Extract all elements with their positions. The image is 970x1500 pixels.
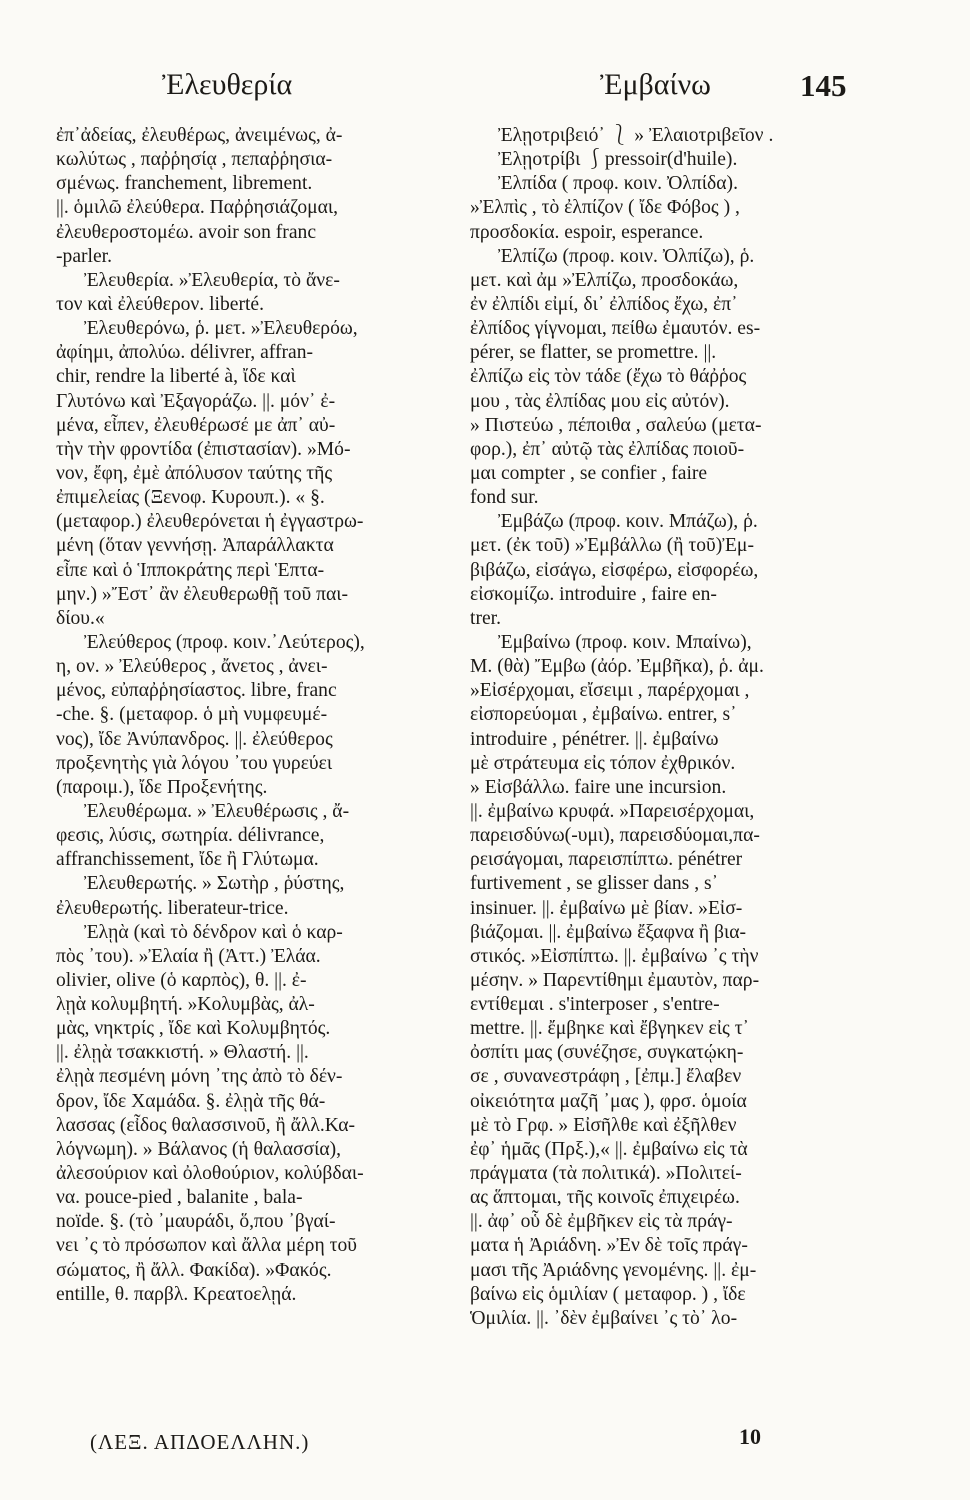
- text-line: ας ἅπτομαι, τῆς κοινοῖς ἐπιχειρέω.: [470, 1187, 740, 1209]
- text-line: μου , τὰς ἐλπίδας μου εἰς αὐτόν).: [470, 390, 730, 412]
- text-line: μὰς, νηκτρίς , ἴδε καὶ Κολυμβητός.: [56, 1018, 331, 1040]
- text-line: η, ον. » Ἐλεύθερος , ἄνετος , ἀνει-: [56, 656, 328, 678]
- text-line: μέσην. » Παρεντίθημι ἐμαυτὸν, παρ-: [470, 969, 760, 991]
- text-line: λῃὰ κολυμβητή. »Κολυμβὰς, ἀλ-: [56, 994, 315, 1016]
- left-column: [56, 124, 441, 1307]
- text-line: λόγνωμη). » Βάλανος (ἡ θαλασσία),: [56, 1138, 342, 1160]
- text-line: βιάζομαι. ||. ἐμβαίνω ἔξαφνα ἢ βια-: [470, 921, 747, 943]
- text-line: affranchissement, ἴδε ἢ Γλύτωμα.: [56, 849, 319, 871]
- text-line: Ἐλπίζω (προφ. κοιν. Ὀλπίζω), ῥ.: [498, 245, 755, 267]
- text-line: ἐπιμελείας (Ξενοφ. Κυρουπ.). « §.: [56, 487, 325, 509]
- text-line: παρεισδύνω(-υμι), παρεισδύομαι,πα-: [470, 825, 760, 847]
- text-line: μένη (ὅταν γεννήσῃ. Ἀπαράλλακτα: [56, 535, 334, 557]
- text-line: μετ. (ἐκ τοῦ) »Ἐμβάλλω (ἢ τοῦ)Ἐμ-: [470, 535, 754, 557]
- text-line: κωλύτως , παῤῥησίᾳ , πεπαῤῥησια-: [56, 149, 333, 171]
- text-line: Μ. (θὰ) Ἔμβω (ἀόρ. Ἐμβῆκα), ῥ. ἀμ.: [470, 656, 764, 678]
- text-line: τὴν τὴν φροντίδα (ἐπιστασίαν). »Μό-: [56, 438, 351, 460]
- text-line: μην.) »Ἔστ᾽ ἂν ἐλευθερωθῇ τοῦ παι-: [56, 583, 349, 605]
- text-line: (μεταφορ.) ἐλευθερόνεται ἡ ἐγγαστρω-: [56, 511, 364, 533]
- text-line: Γλυτόνω καὶ Ἐξαγοράζω. ||. μόν᾽ ἐ-: [56, 390, 336, 412]
- text-line: ||. ἀφ᾽ οὗ δὲ ἐμβῆκεν εἰς τὰ πράγ-: [470, 1211, 733, 1233]
- text-line: ἐπ᾽ἀδείας, ἐλευθέρως, ἀνειμένως, ἀ-: [56, 125, 343, 146]
- text-line: ἐφ᾽ ἡμᾶς (Πρξ.),« ||. ἐμβαίνω εἰς τὰ: [470, 1138, 748, 1160]
- text-line: σμένως. franchement, librement.: [56, 173, 313, 195]
- text-line: (παροιμ.), ἴδε Προξενήτης.: [56, 776, 268, 798]
- text-line: »Εἰσέρχομαι, εἴσειμι , παρέρχομαι ,: [470, 680, 750, 702]
- text-line: βιβάζω, εἰσάγω, εἰσφέρω, εἰσφορέω,: [470, 559, 759, 581]
- text-line: λασσας (εἶδος θαλασσινοῦ, ἢ ἄλλ.Κα-: [56, 1114, 356, 1136]
- text-line: furtivement , se glisser dans , s᾽: [470, 873, 719, 895]
- text-line: pérer, se flatter, se promettre. ||.: [470, 342, 717, 364]
- running-head: [0, 68, 970, 112]
- text-line: φορ.), ἐπ᾽ αὐτῷ τὰς ἐλπίδας ποιοῦ-: [470, 438, 745, 460]
- text-line: ||. ἐμβαίνω κρυφά. »Παρεισέρχομαι,: [470, 800, 755, 822]
- text-line: μασι τῆς Ἀριάδνης γενομένης. ||. ἐμ-: [470, 1259, 757, 1281]
- text-line: »Ἐλπὶς , τὸ ἐλπίζον ( ἴδε Φόβος ) ,: [470, 197, 740, 219]
- text-line: Ἐμβαίνω (προφ. κοιν. Μπαίνω),: [498, 631, 752, 653]
- text-line: ἐν ἐλπίδι εἰμί, δι᾽ ἐλπίδος ἔχω, ἐπ᾽: [470, 293, 738, 315]
- text-line: Ἐμβάζω (προφ. κοιν. Μπάζω), ῥ.: [498, 511, 758, 533]
- text-line: μαι compter , se confier , faire: [470, 462, 708, 484]
- header-right-word: Ἐμβαίνω: [600, 68, 711, 101]
- text-line: ἐλευθερωτής. liberateur-trice.: [56, 897, 289, 919]
- text-line: μετ. καὶ ἀμ »Ἐλπίζω, προσδοκάω,: [470, 269, 739, 291]
- text-line: προξενητὴς γιὰ λόγου ᾽του γυρεύει: [56, 752, 333, 774]
- text-line: Ἐλευθερόνω, ῥ. μετ. »Ἐλευθερόω,: [84, 318, 358, 340]
- text-line: Ἐλευθέρωμα. » Ἐλευθέρωσις , ἄ-: [84, 800, 350, 822]
- text-line: introduire , pénétrer. ||. ἐμβαίνω: [470, 728, 719, 750]
- text-line: οἰκειότητα μαζῆ ᾽μας ), φρσ. ὁμοία: [470, 1090, 747, 1112]
- text-line: ρεισάγομαι, παρεισπίπτω. pénétrer: [470, 849, 743, 871]
- text-line: ἐλευθεροστομέω. avoir son franc: [56, 221, 317, 243]
- text-line: μένος, εὐπαῤῥησίαστος. libre, franc: [56, 680, 337, 702]
- text-line: προσδοκία. espoir, esperance.: [470, 221, 704, 243]
- text-line: -che. §. (μεταφορ. ὁ μὴ νυμφευμέ-: [56, 704, 328, 726]
- text-line: μένα, εἶπεν, ἐλευθέρωσέ με ἀπ᾽ αὐ-: [56, 414, 336, 436]
- text-line: Ἐλευθερωτής. » Σωτὴρ , ῥύστης,: [84, 873, 345, 895]
- text-line: Ἐλῃὰ (καὶ τὸ δένδρον καὶ ὁ καρ-: [84, 921, 343, 943]
- text-line: να. pouce-pied , balanite , bala-: [56, 1187, 303, 1209]
- text-line: εἰσπορεύομαι , ἐμβαίνω. entrer, s᾽: [470, 704, 737, 726]
- text-line: ἀλεσούριον καὶ ὀλοθούριον, κολύβδαι-: [56, 1163, 364, 1185]
- text-line: βαίνω εἰς ὁμιλίαν ( μεταφορ. ) , ἴδε: [470, 1283, 746, 1305]
- text-line: Ἐλῃοτρίβι ⎰pressoir(d'huile).: [498, 149, 738, 171]
- text-line: εἰσκομίζω. introduire , faire en-: [470, 583, 717, 605]
- signature-mark: (ΛΕΞ. ΑΠΔΟΕΛΛΗΝ.): [90, 1430, 310, 1454]
- text-line: Ἐλπίδα ( προφ. κοιν. Ὀλπίδα).: [498, 173, 738, 195]
- text-line: entille, θ. παρβλ. Κρεατοελῃά.: [56, 1283, 297, 1305]
- text-line: » Πιστεύω , πέποιθα , σαλεύω (μετα-: [470, 414, 762, 436]
- text-line: insinuer. ||. ἐμβαίνω μὲ βίαν. »Εἰσ-: [470, 897, 743, 919]
- text-line: ἐλπίδος γίγνομαι, πείθω ἐμαυτόν. es-: [470, 318, 761, 340]
- text-line: ||. ἐλῃὰ τσακκιστή. » Θλαστή. ||.: [56, 1042, 309, 1064]
- text-line: πὸς ᾽του). »Ἐλαία ἢ (Ἀττ.) Ἐλάα.: [56, 945, 321, 967]
- page-number: 145: [800, 68, 847, 103]
- text-line: σε , συνανεστράφη , [ἐπμ.] ἔλαβεν: [470, 1066, 742, 1088]
- text-line: στικός. »Εἰσπίπτω. ||. ἐμβαίνω ᾽ς τὴν: [470, 945, 759, 967]
- text-line: νος), ἴδε Ἀνύπανδρος. ||. ἐλεύθερος: [56, 728, 333, 750]
- text-line: Ἐλεύθερος (προφ. κοιν.᾽Λεύτερος),: [84, 631, 365, 653]
- text-line: εἶπε καὶ ὁ Ἱπποκράτης περὶ Ἑπτα-: [56, 559, 325, 581]
- text-line: ἀφίημι, ἀπολύω. délivrer, affran-: [56, 342, 314, 364]
- text-line: ἐλπίζω εἰς τὸν τάδε (ἔχω τὸ θάῤῥος: [470, 366, 747, 388]
- text-line: δίου.«: [56, 607, 105, 629]
- signature-number: 10: [739, 1424, 761, 1449]
- text-line: ὀσπίτι μας (συνέζησε, συγκατῴκη-: [470, 1042, 744, 1064]
- text-line: εντίθεμαι . s'interposer , s'entre-: [470, 994, 720, 1016]
- text-line: νον, ἔφη, ἐμὲ ἀπόλυσον ταύτης τῆς: [56, 462, 333, 484]
- text-line: » Εἰσβάλλω. faire une incursion.: [470, 776, 727, 798]
- text-line: νει ᾽ς τὸ πρόσωπον καὶ ἄλλα μέρη τοῦ: [56, 1235, 357, 1257]
- text-line: σώματος, ἢ ἄλλ. Φακίδα). »Φακός.: [56, 1259, 332, 1281]
- text-line: -parler.: [56, 245, 113, 267]
- text-line: chir, rendre la liberté à, ἴδε καὶ: [56, 366, 296, 388]
- text-line: trer.: [470, 607, 502, 629]
- text-line: δρον, ἴδε Χαμάδα. §. ἐλῃὰ τῆς θά-: [56, 1090, 326, 1112]
- text-line: μὲ στράτευμα εἰς τόπον ἐχθρικόν.: [470, 752, 736, 774]
- text-line: fond sur.: [470, 487, 539, 509]
- text-line: ||. ὁμιλῶ ἐλεύθερα. Παῤῥησιάζομαι,: [56, 197, 339, 219]
- right-column: [470, 124, 866, 1331]
- text-line: Ὁμιλία. ||. ᾽δὲν ἐμβαίνει ᾽ς τὸ᾽ λο-: [470, 1307, 738, 1329]
- text-line: Ἐλῃοτριβειό᾽ ⎱ » Ἐλαιοτριβεῖον .: [498, 125, 774, 146]
- header-left-word: Ἐλευθερία: [162, 68, 293, 101]
- text-line: noïde. §. (τὸ ᾽μαυράδι, ὅ,που ᾽βγαί-: [56, 1211, 336, 1233]
- text-line: φεσις, λύσις, σωτηρία. délivrance,: [56, 825, 325, 847]
- text-line: πράγματα (τὰ πολιτικά). »Πολιτεί-: [470, 1163, 742, 1185]
- text-line: τον καὶ ἐλεύθερον. liberté.: [56, 293, 265, 315]
- text-line: Ἐλευθερία. »Ἐλευθερία, τὸ ἄνε-: [84, 269, 340, 291]
- text-line: mettre. ||. ἔμβηκε καὶ ἔβγηκεν εἰς τ᾽: [470, 1018, 750, 1040]
- text-line: ἐλῃὰ πεσμένη μόνη ᾽της ἀπὸ τὸ δέν-: [56, 1066, 343, 1088]
- text-line: olivier, olive (ὁ καρπὸς), θ. ||. ἐ-: [56, 969, 307, 991]
- text-line: μὲ τὸ Γρφ. » Εἰσῆλθε καὶ ἐξῆλθεν: [470, 1114, 737, 1136]
- text-line: ματα ἡ Ἀριάδνη. »Ἐν δὲ τοῖς πράγ-: [470, 1235, 748, 1257]
